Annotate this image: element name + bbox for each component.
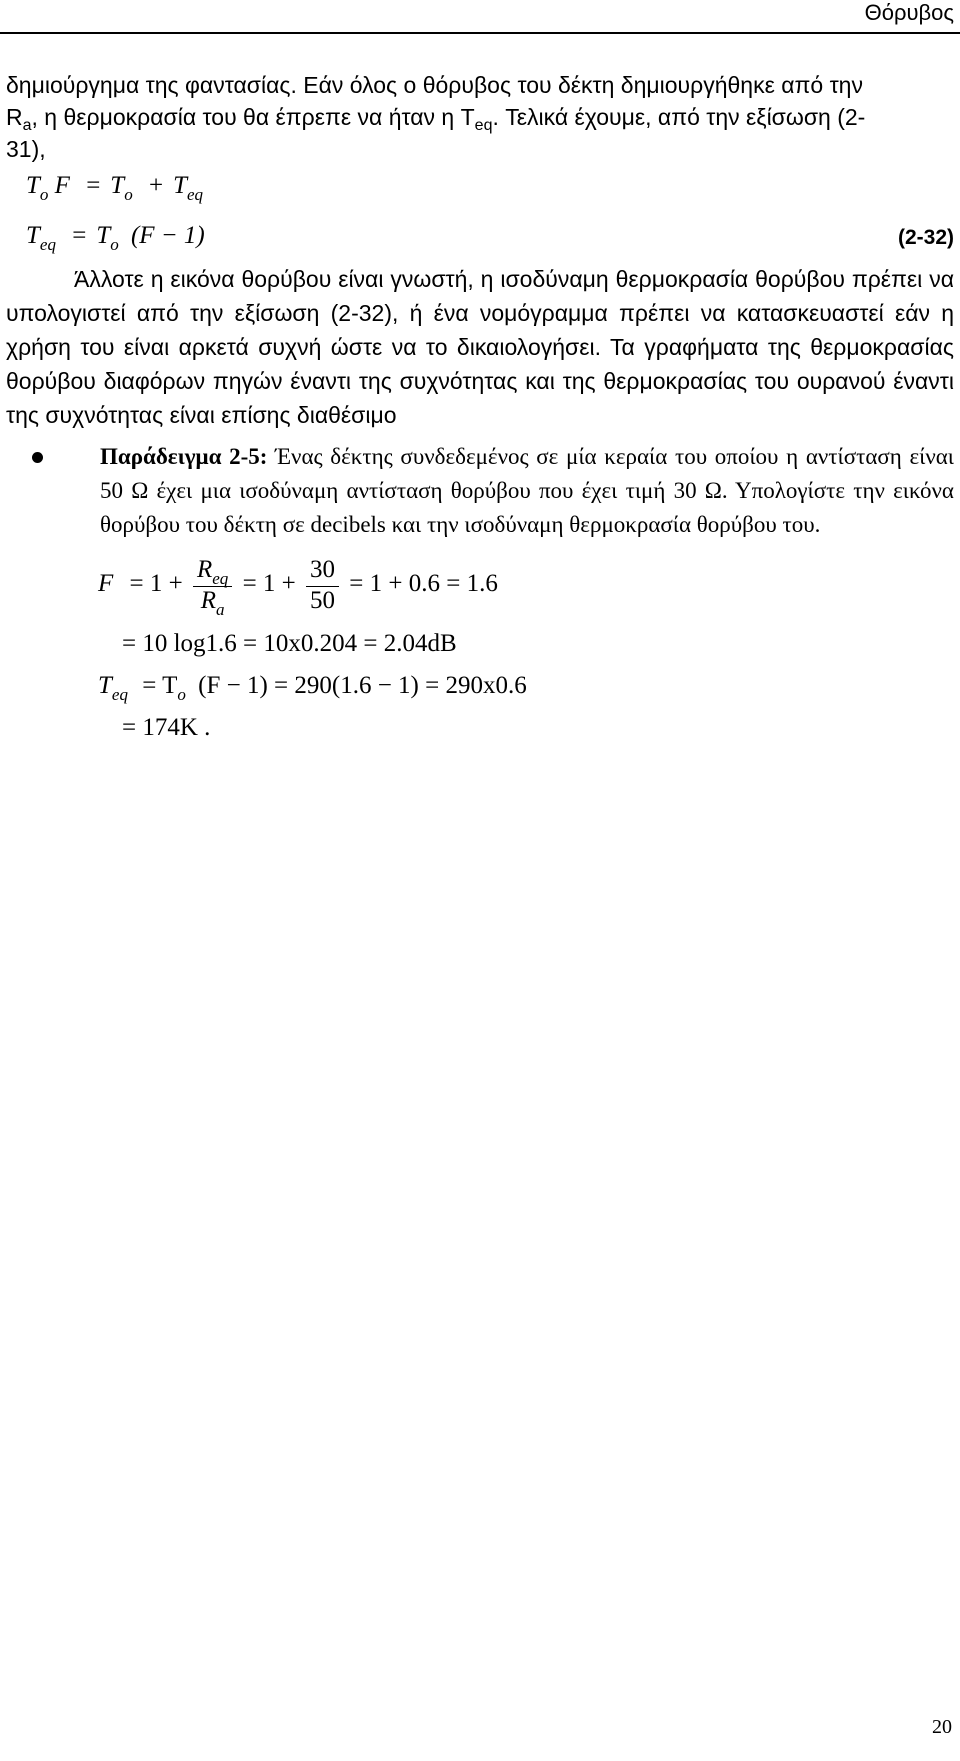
eq2-rhs: T — [96, 222, 111, 249]
equation-number: (2-32) — [897, 226, 954, 249]
para1-teq-sub: eq — [474, 117, 493, 134]
calc-f-line — [98, 556, 498, 619]
calc-f-lhs: F — [98, 570, 114, 598]
calc-result-line: = 174K . — [122, 714, 211, 741]
calc-teq-lhs-sub: eq — [111, 685, 128, 704]
example-text — [100, 440, 954, 542]
example-label: Παράδειγμα 2-5: — [100, 444, 268, 469]
calc-teq-tail: (F − 1) = 290(1.6 − 1) = 290x0.6 — [198, 672, 527, 699]
frac-num-r: R — [196, 556, 213, 583]
para1-line1: δημιούργημα της φαντασίας. Εάν όλος ο θόρυβος του δέκτη δημιουργήθηκε από την — [6, 72, 863, 98]
calc-teq-lhs: T — [98, 672, 112, 699]
eq2-rhs-sub: o — [110, 235, 119, 254]
eq1-equals: = — [86, 172, 101, 199]
header-divider — [0, 32, 960, 34]
para1-line3: 31), — [6, 136, 46, 162]
fraction-req-ra — [193, 556, 232, 619]
eq1-t2-sub: eq — [186, 185, 204, 204]
calc-f-eq1: = 1 + — [129, 570, 183, 598]
fraction-30-50 — [306, 556, 339, 615]
calc-db-line: = 10 log1.6 = 10x0.204 = 2.04dB — [122, 630, 457, 657]
para1-ra-sub: a — [22, 117, 32, 134]
eq2-lhs: T — [26, 222, 40, 249]
frac-den-r: R — [200, 587, 217, 614]
calc-teq-to-sub: o — [177, 685, 186, 704]
frac-den — [193, 587, 232, 619]
para1-mid: , η θερμοκρασία του θα έπρεπε να ήταν η T — [31, 104, 475, 130]
calc-f-eq2: = 1 + — [242, 570, 296, 598]
frac2-den: 50 — [310, 587, 336, 614]
para1-end: . Τελικά έχουμε, από την εξίσωση (2- — [492, 104, 866, 130]
bullet-icon — [32, 452, 43, 463]
eq2-lhs-sub: eq — [39, 235, 56, 254]
frac2-num: 30 — [306, 556, 339, 587]
calc-f-rest: = 1 + 0.6 = 1.6 — [349, 570, 498, 598]
frac-den-sub: a — [216, 600, 225, 619]
page-number: 20 — [932, 1716, 952, 1738]
eq2-equals: = — [72, 222, 87, 249]
eq1-t1-sub: o — [124, 185, 133, 204]
header-title: Θόρυβος — [864, 0, 954, 25]
eq1-t2: T — [173, 172, 187, 199]
eq1-lhs-sub: o — [39, 185, 49, 204]
frac-num — [193, 556, 232, 587]
frac-num-sub: eq — [212, 569, 229, 588]
eq1-t1: T — [110, 172, 125, 199]
example-body: Ένας δέκτης συνδεδεμένος σε μία κεραία του οποίου η αντίσταση είναι 50 Ω έχει μια ισοδύναμη αντίσταση θορύβου που έχει τιμή 30 Ω. Υπολογίστε την εικόνα θορύβου του δέκτη σε decibels και την ισοδύναμη θερμοκρασία θορύβου του. — [100, 444, 954, 537]
eq1-lhs: T — [26, 172, 40, 199]
equation-2 — [26, 222, 205, 254]
equation-1 — [26, 172, 204, 204]
para2: Άλλοτε η εικόνα θορύβου είναι γνωστή, η ισοδύναμη θερμοκρασία θορύβου πρέπει να υπολογιστεί από την εξίσωση (2-32), ή ένα νομόγραμμα πρέπει να κατασκευαστεί εάν η χρήση του είναι αρκετά συχνή ώστε να το δικαιολογήσει. Τα γραφήματα της θερμοκρασίας θορύβου διαφόρων πηγών έναντι της συχνότητας και της θερμοκρασίας του ουρανού έναντι της συχνότητας είναι επίσης διαθέσιμο — [6, 266, 954, 428]
eq1-plus: + — [148, 172, 164, 199]
para1-ra: R — [6, 104, 23, 130]
calc-teq-to: = T — [142, 672, 178, 699]
eq1-f: F — [54, 172, 70, 199]
eq2-paren: (F − 1) — [130, 222, 205, 249]
calc-teq-line — [98, 672, 527, 704]
